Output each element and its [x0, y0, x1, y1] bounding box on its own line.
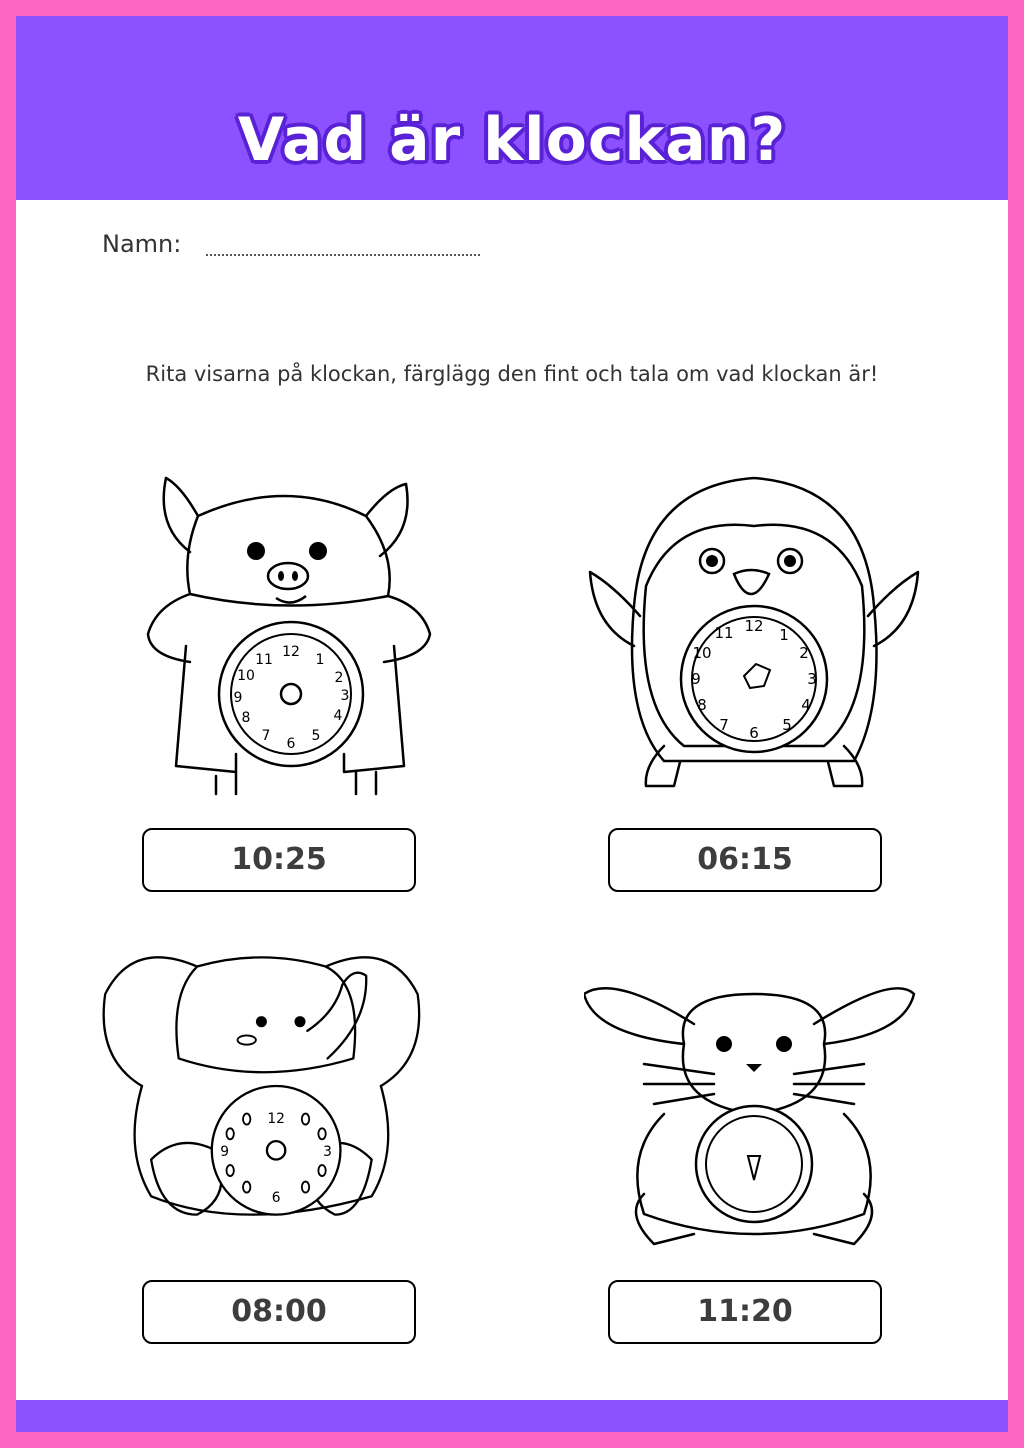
footer-banner	[16, 1400, 1008, 1432]
svg-text:8: 8	[697, 696, 707, 714]
svg-text:2: 2	[799, 644, 809, 662]
bunny-clock-illustration	[584, 934, 924, 1274]
svg-text:9: 9	[691, 670, 701, 688]
svg-text:11: 11	[714, 624, 734, 642]
svg-text:12: 12	[282, 644, 300, 660]
name-field[interactable]	[206, 254, 480, 256]
svg-text:5: 5	[311, 728, 321, 744]
svg-text:3: 3	[340, 688, 350, 704]
svg-text:4: 4	[801, 696, 811, 714]
svg-text:1: 1	[779, 626, 789, 644]
svg-text:7: 7	[261, 728, 271, 744]
svg-text:12: 12	[744, 617, 764, 635]
svg-text:6: 6	[286, 736, 296, 752]
worksheet-page	[16, 16, 1008, 1432]
elephant-clock-illustration	[96, 916, 436, 1256]
svg-text:4: 4	[333, 708, 343, 724]
pig-clock-illustration	[126, 466, 466, 806]
time-label-pig: 10:25	[142, 828, 416, 892]
svg-text:12: 12	[267, 1110, 285, 1127]
svg-text:11: 11	[255, 652, 273, 668]
svg-text:10: 10	[692, 644, 712, 662]
time-label-elephant: 08:00	[142, 1280, 416, 1344]
svg-text:10: 10	[237, 668, 255, 684]
svg-text:8: 8	[241, 710, 251, 726]
header-banner	[16, 16, 1008, 200]
time-label-penguin: 06:15	[608, 828, 882, 892]
instruction-text: Rita visarna på klockan, färglägg den fint och tala om vad klockan är!	[145, 362, 879, 386]
name-label: Namn:	[102, 230, 182, 258]
svg-text:3: 3	[807, 670, 817, 688]
page-title: Vad är klockan?	[237, 105, 787, 175]
svg-text:9: 9	[233, 690, 243, 706]
svg-text:2: 2	[334, 670, 344, 686]
svg-text:6: 6	[749, 724, 759, 742]
svg-text:9: 9	[220, 1143, 230, 1160]
svg-text:6: 6	[271, 1189, 281, 1206]
time-label-bunny: 11:20	[608, 1280, 882, 1344]
svg-text:3: 3	[323, 1143, 332, 1160]
svg-text:1: 1	[315, 652, 325, 668]
svg-text:5: 5	[782, 716, 792, 734]
penguin-clock-illustration	[584, 466, 924, 806]
svg-text:7: 7	[719, 716, 729, 734]
